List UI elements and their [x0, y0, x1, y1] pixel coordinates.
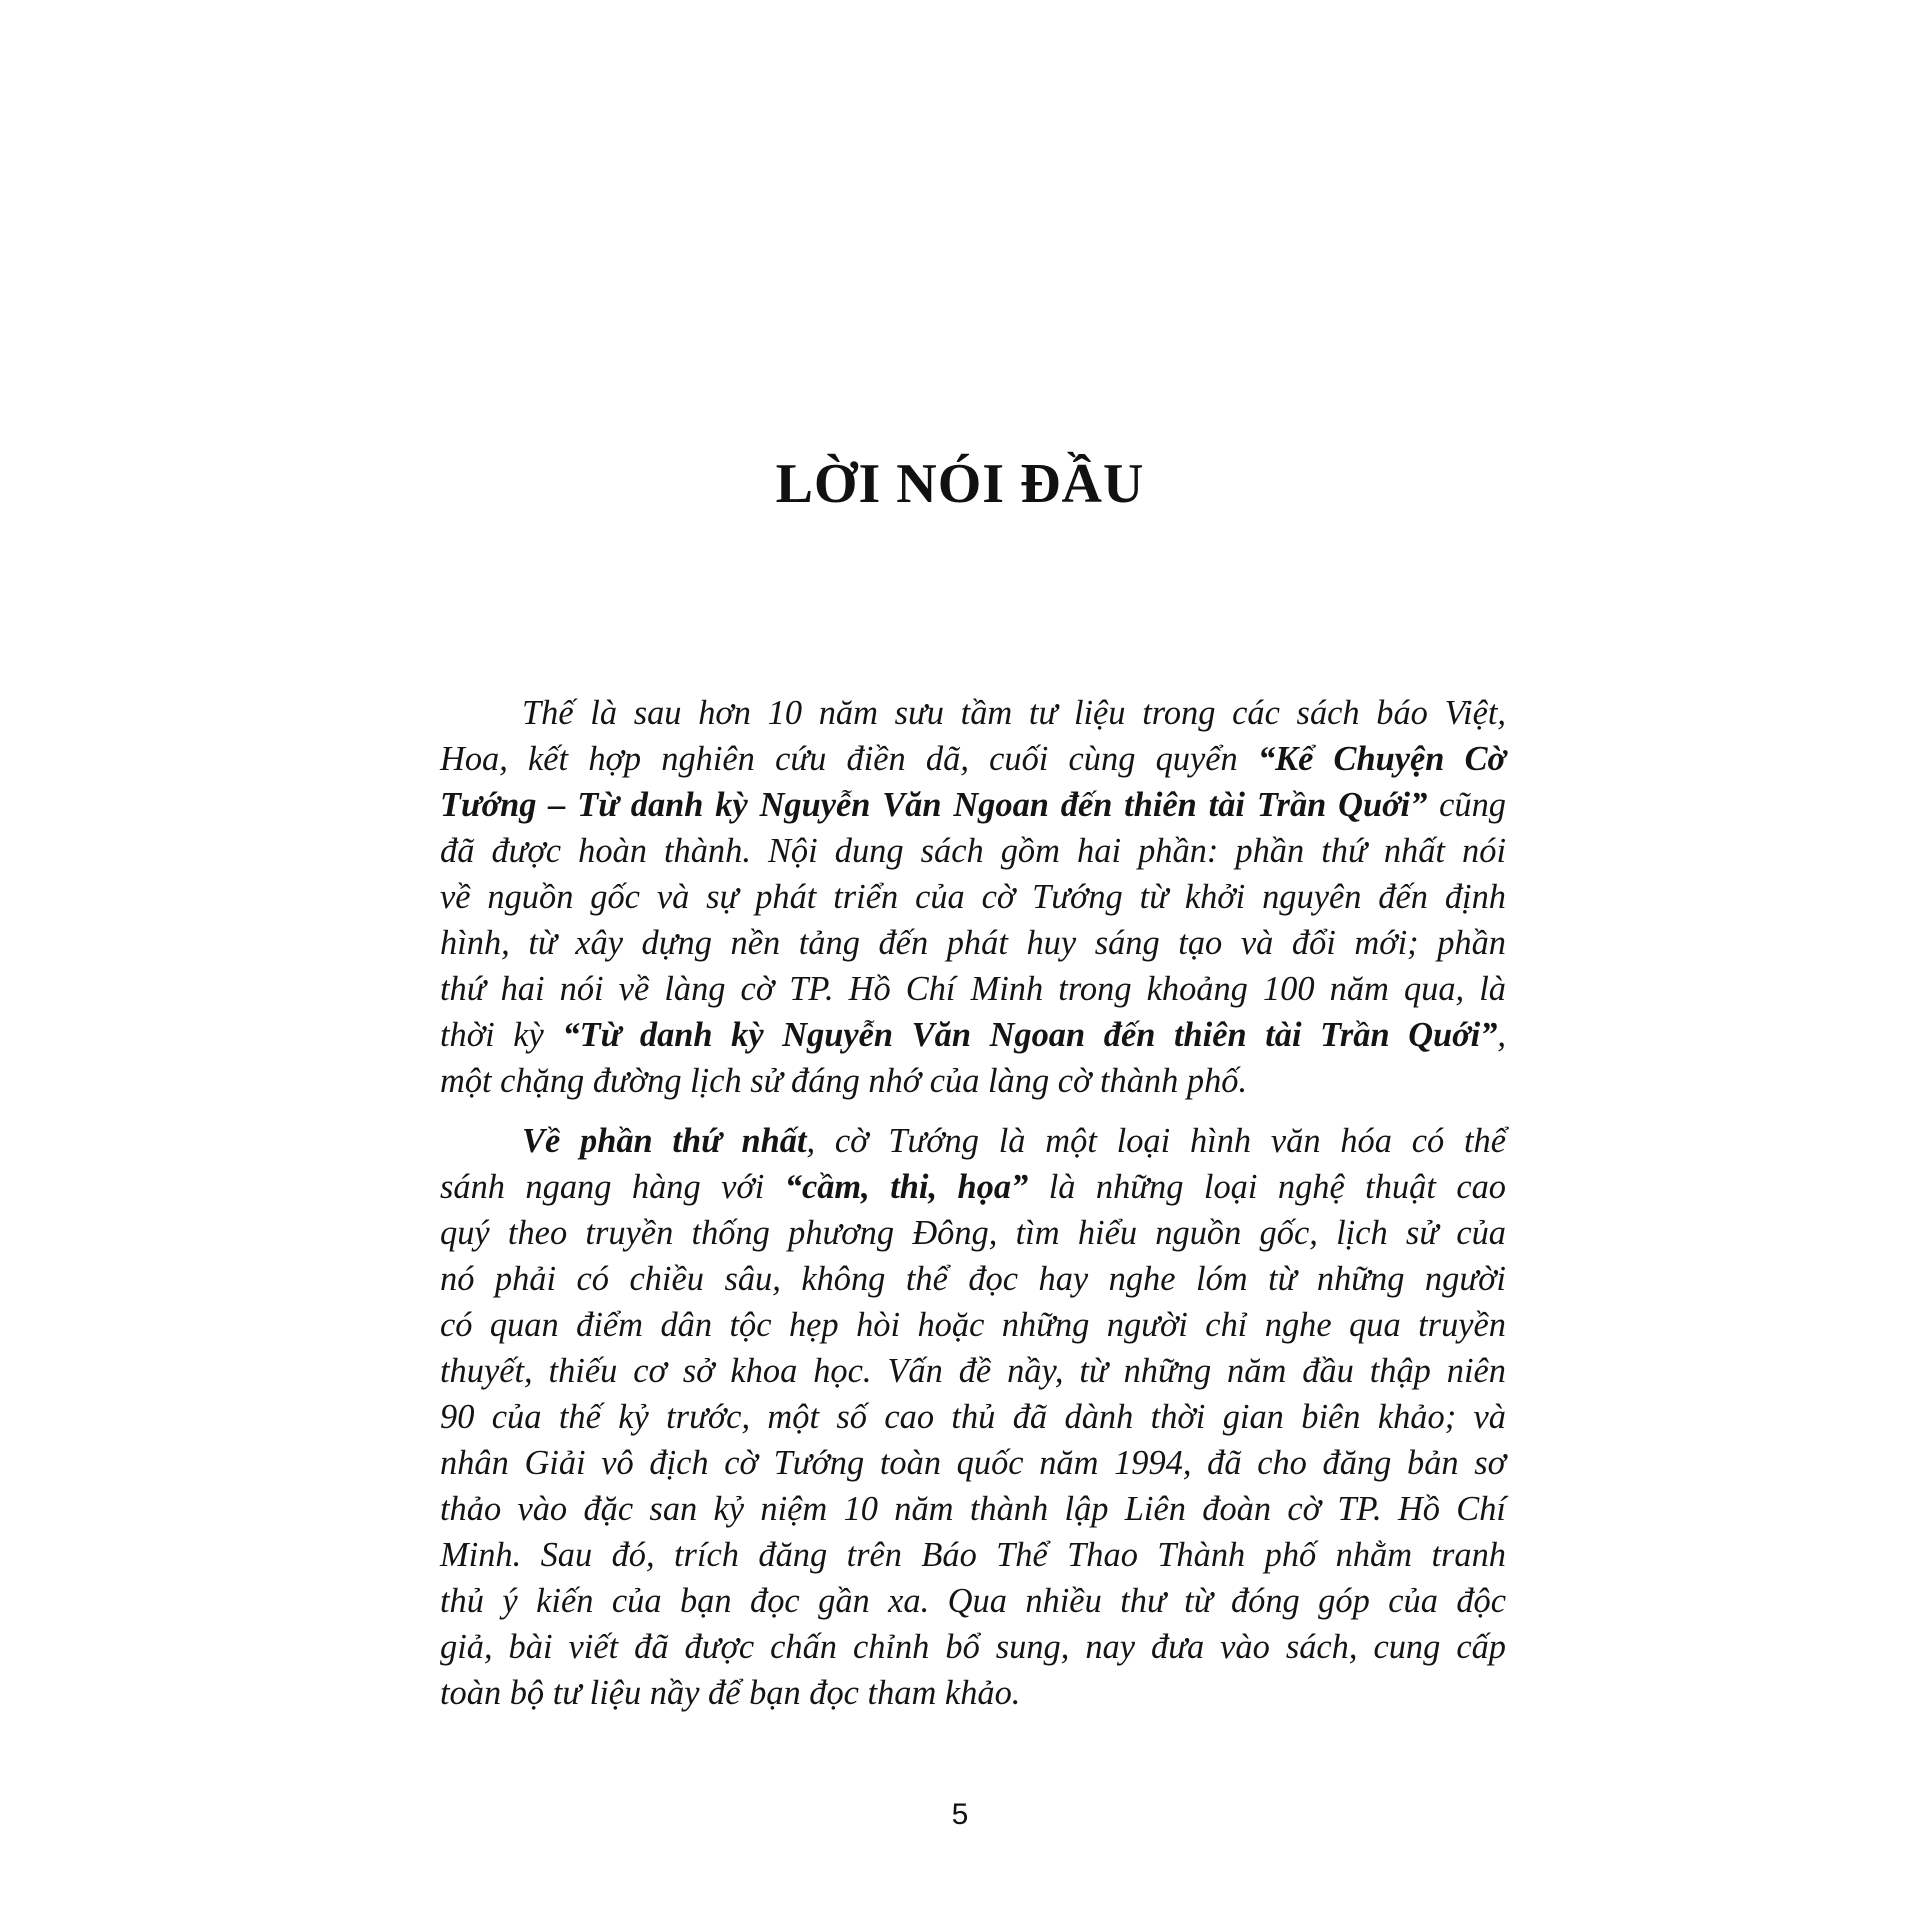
page-title: LỜI NÓI ĐẦU	[775, 453, 1145, 515]
preface-body	[440, 690, 1506, 1716]
paragraph-line: 90 của thế kỷ trước, một số cao thủ đã dành thời gian biên khảo; và	[440, 1398, 1506, 1436]
period-title-emphasis: “Từ danh kỳ Nguyễn Văn Ngoan đến thiên tài Trần Quới”	[562, 1016, 1498, 1054]
paragraph-line: sánh ngang hàng với “cầm, thi, họa” là những loại nghệ thuật cao	[440, 1168, 1506, 1206]
paragraph-line: đã được hoàn thành. Nội dung sách gồm hai phần: phần thứ nhất nói	[440, 832, 1506, 870]
paragraph-line: thuyết, thiếu cơ sở khoa học. Vấn đề nầy, từ những năm đầu thập niên	[440, 1352, 1506, 1390]
book-title-emphasis: “Kể Chuyện Cờ	[1257, 740, 1506, 778]
paragraph-line: có quan điểm dân tộc hẹp hòi hoặc những người chỉ nghe qua truyền	[440, 1306, 1506, 1344]
paragraph-line: giả, bài viết đã được chấn chỉnh bổ sung, nay đưa vào sách, cung cấp	[440, 1628, 1506, 1666]
paragraph-line: một chặng đường lịch sử đáng nhớ của làng cờ thành phố.	[440, 1062, 1248, 1100]
paragraph-line: Tướng – Từ danh kỳ Nguyễn Văn Ngoan đến thiên tài Trần Quới” cũng	[440, 786, 1507, 824]
paragraph-line: thảo vào đặc san kỷ niệm 10 năm thành lập Liên đoàn cờ TP. Hồ Chí	[440, 1490, 1506, 1528]
paragraph-line: Thế là sau hơn 10 năm sưu tầm tư liệu trong các sách báo Việt,	[522, 694, 1506, 732]
paragraph-line: Về phần thứ nhất, cờ Tướng là một loại hình văn hóa có thể	[522, 1122, 1506, 1160]
paragraph-line: thủ ý kiến của bạn đọc gần xa. Qua nhiều thư từ đóng góp của độc	[440, 1582, 1506, 1620]
paragraph-gap	[440, 1104, 1506, 1118]
arts-emphasis: “cầm, thi, họa”	[784, 1168, 1029, 1206]
book-title-emphasis: Tướng – Từ danh kỳ Nguyễn Văn Ngoan đến thiên tài Trần Quới”	[440, 786, 1428, 824]
paragraph-line: thời kỳ “Từ danh kỳ Nguyễn Văn Ngoan đến thiên tài Trần Quới”,	[440, 1016, 1506, 1054]
paragraph-line: thứ hai nói về làng cờ TP. Hồ Chí Minh trong khoảng 100 năm qua, là	[440, 970, 1506, 1008]
paragraph-line: toàn bộ tư liệu nầy để bạn đọc tham khảo.	[440, 1674, 1021, 1712]
paragraph-line: hình, từ xây dựng nền tảng đến phát huy sáng tạo và đổi mới; phần	[440, 924, 1506, 962]
paragraph-line: nhân Giải vô địch cờ Tướng toàn quốc năm 1994, đã cho đăng bản sơ	[440, 1444, 1506, 1482]
paragraph-line: Minh. Sau đó, trích đăng trên Báo Thể Thao Thành phố nhằm tranh	[440, 1536, 1506, 1574]
paragraph-2	[440, 1118, 1506, 1716]
paragraph-line: quý theo truyền thống phương Đông, tìm hiểu nguồn gốc, lịch sử của	[440, 1214, 1506, 1252]
section-emphasis: Về phần thứ nhất	[522, 1122, 807, 1160]
page-number: 5	[951, 1798, 969, 1831]
paragraph-1	[440, 690, 1506, 1104]
paragraph-line: về nguồn gốc và sự phát triển của cờ Tướng từ khởi nguyên đến định	[440, 878, 1506, 916]
paragraph-line: Hoa, kết hợp nghiên cứu điền dã, cuối cùng quyển “Kể Chuyện Cờ	[440, 740, 1506, 778]
paragraph-line: nó phải có chiều sâu, không thể đọc hay nghe lóm từ những người	[440, 1260, 1506, 1298]
